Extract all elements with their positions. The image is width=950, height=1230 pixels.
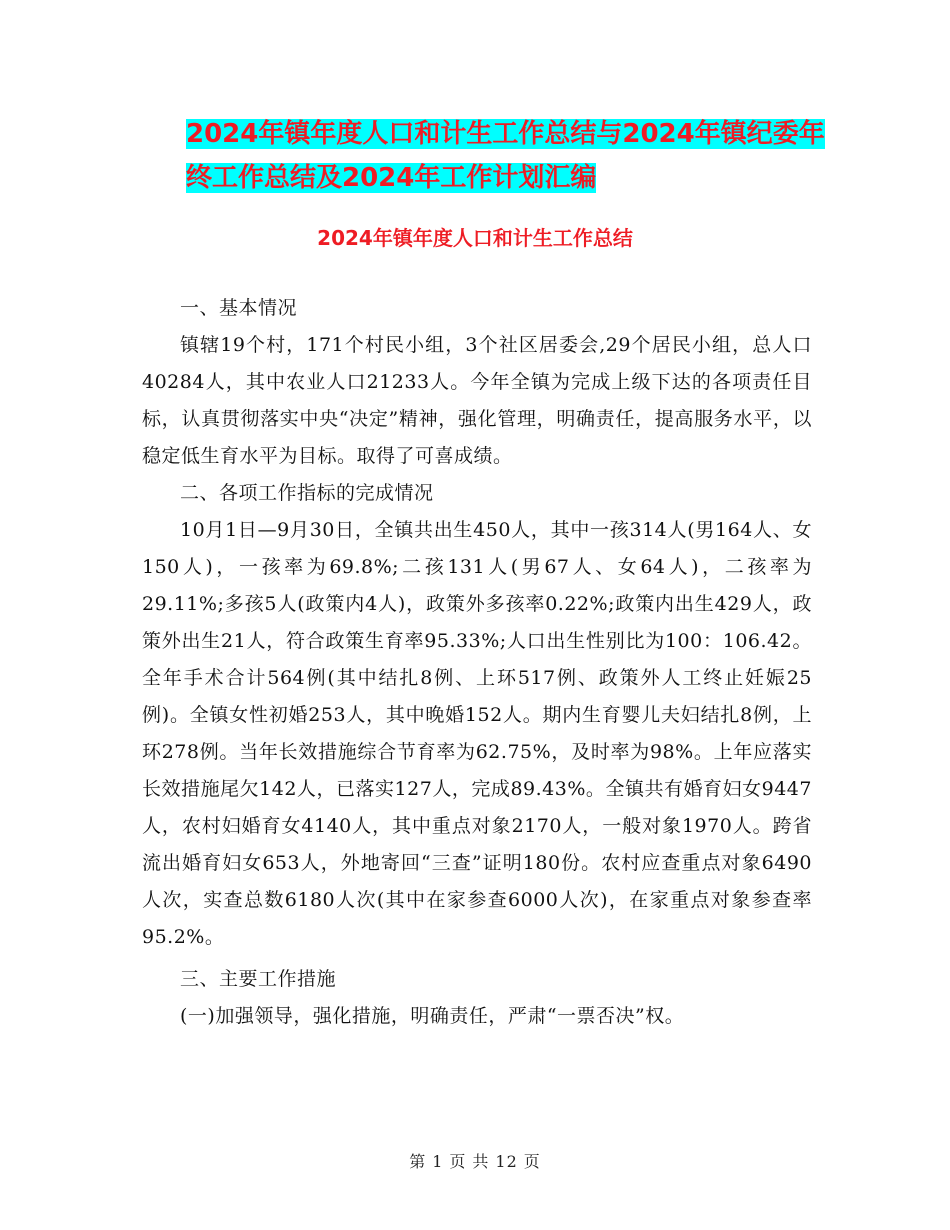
footer-total-pages: 12 [495, 1152, 518, 1171]
footer-page-label: 第 [409, 1152, 427, 1171]
paragraph-indicators: 10月1日—9月30日，全镇共出生450人，其中一孩314人(男164人、女150人)，一孩率为69.8%;二孩131人(男67人、女64人)，二孩率为29.11%;多孩5人(政策内4人)，政策外多孩率0.22%;政策内出生429人，政策外出生21人，符合政策生育率95.33%;人口出生性别比为100：106.42。全年手术合计564例(其中结扎8例、上环517例、政策外人工终止妊娠25例)。全镇女性初婚253人，其中晚婚152人。期内生育婴儿夫妇结扎8例，上环278例。当年长效措施综合节育率为62.75%，及时率为98%。上年应落实长效措施尾欠142人，已落实127人，完成89.43%。全镇共有婚育妇女9447人，农村妇婚育女4140人，其中重点对象2170人，一般对象1970人。跨省流出婚育妇女653人，外地寄回“三查”证明180份。农村应查重点对象6490人次，实查总数6180人次(其中在家参查6000人次)，在家重点对象参查率95.2%。 [142, 519, 812, 948]
heading-basic-situation: 一、基本情况 [180, 297, 298, 319]
heading-main-measures: 三、主要工作措施 [180, 968, 337, 990]
document-body [142, 290, 812, 1035]
footer-total-label: 共 [472, 1152, 490, 1171]
paragraph-basic-situation: 镇辖19个村，171个村民小组，3个社区居委会,29个居民小组，总人口40284人，其中农业人口21233人。今年全镇为完成上级下达的各项责任目标，认真贯彻落实中央“决定”精神，强化管理，明确责任，提高服务水平，以稳定低生育水平为目标。取得了可喜成绩。 [142, 334, 812, 467]
title-line-1: 2024年镇年度人口和计生工作总结与2024年镇纪委年 [186, 119, 825, 149]
document-main-title [186, 112, 826, 200]
footer-current-page: 1 [432, 1152, 444, 1171]
footer-page-unit: 页 [449, 1152, 467, 1171]
paragraph-measure-1: (一)加强领导，强化措施，明确责任，严肃“一票否决”权。 [180, 1005, 685, 1027]
page-footer [0, 1150, 950, 1174]
title-line-2: 终工作总结及2024年工作计划汇编 [186, 163, 597, 193]
section-title: 2024年镇年度人口和计生工作总结 [317, 226, 633, 250]
heading-indicators: 二、各项工作指标的完成情况 [180, 482, 434, 504]
footer-total-unit: 页 [523, 1152, 541, 1171]
